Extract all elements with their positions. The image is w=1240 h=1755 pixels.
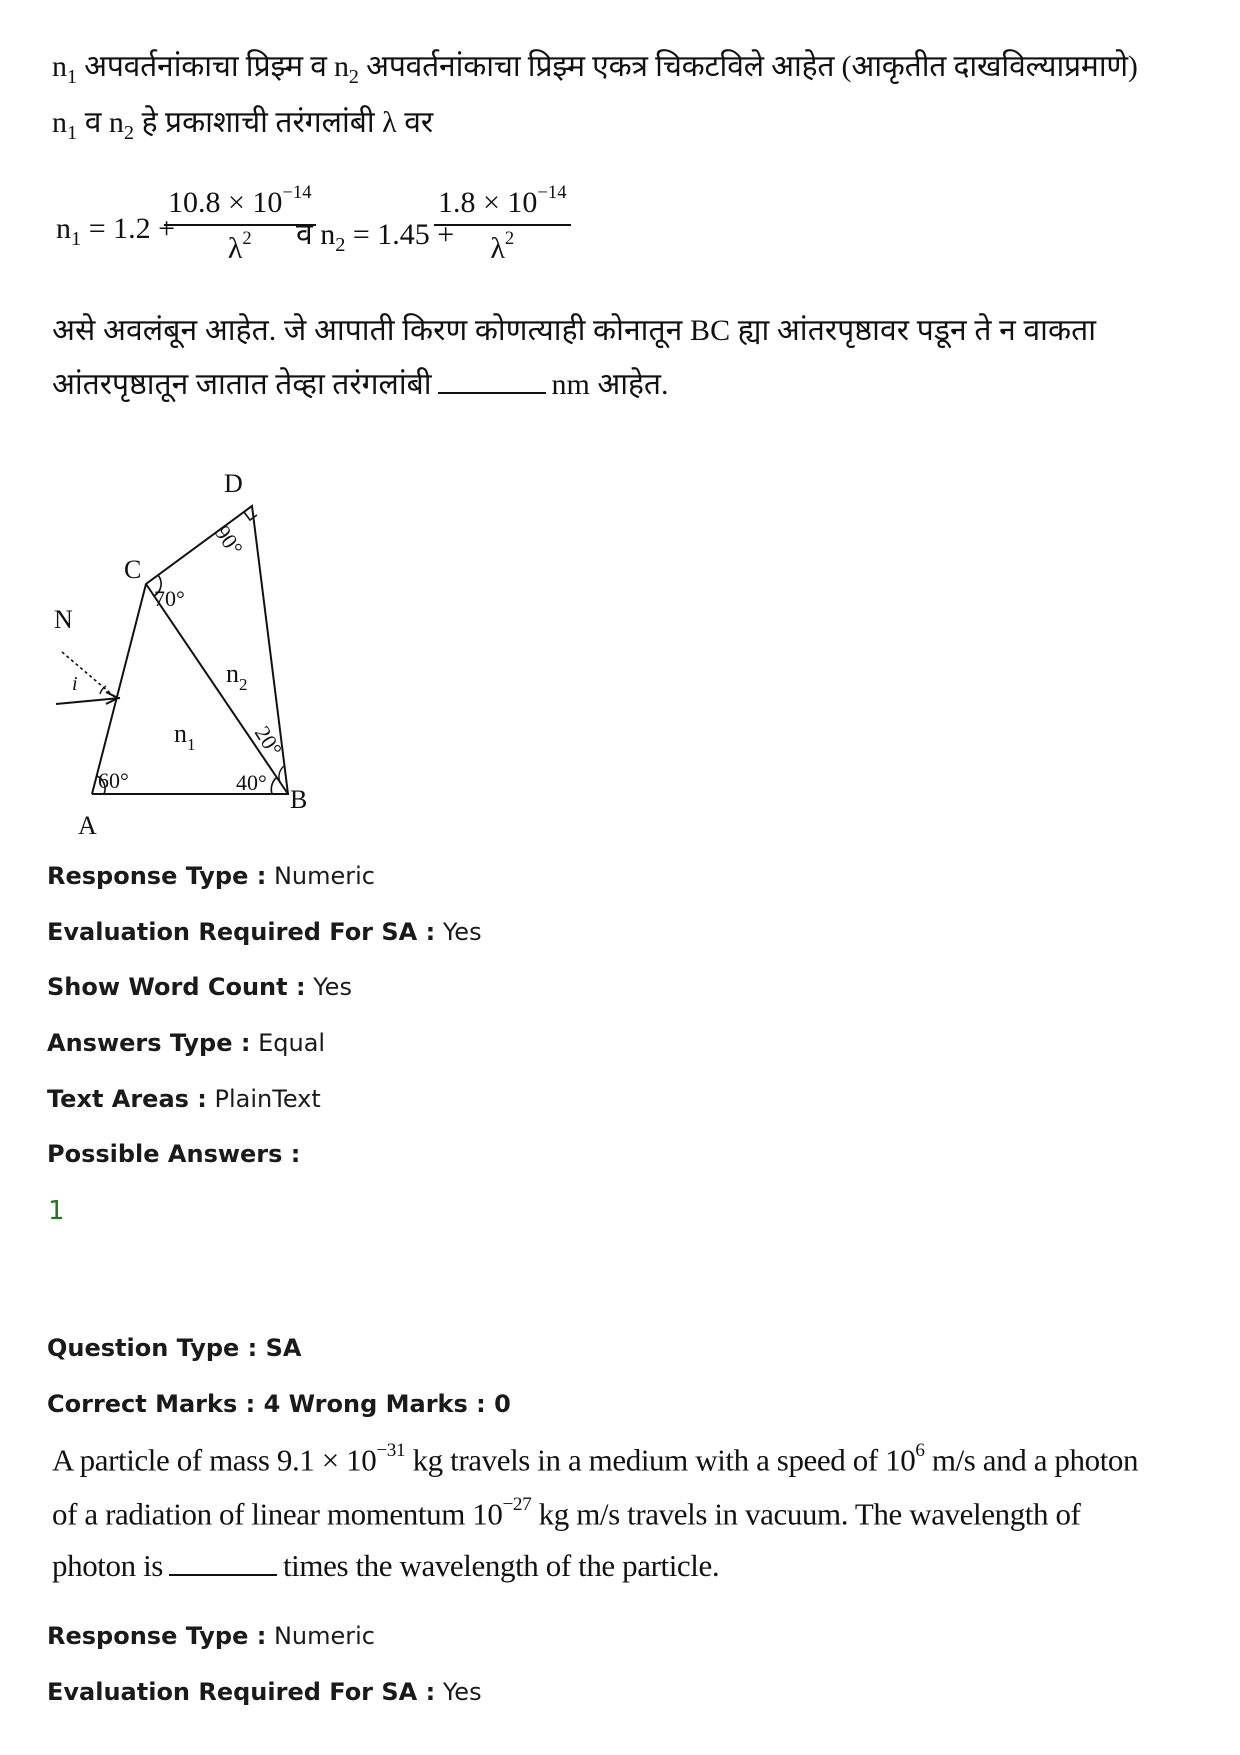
q1-text-line-1: $n_1$ अपवर्तनांकाचा प्रिझ्म व $n_2$ अपवर्तनांकाचा प्रिझ्म एकत्र चिकटविले आहेत (आकृतीत दाखविल्याप्रमाणे) xyxy=(52,50,1138,89)
meta-answers-type: Answers Type : Equal xyxy=(47,1029,326,1057)
q1-text-line-4: असे अवलंबून आहेत. जे आपाती किरण कोणत्याही कोनातून BC ह्या आंतरपृष्ठावर पडून ते न वाकता xyxy=(52,314,1097,347)
prism-diagram xyxy=(50,462,350,842)
label-n: N xyxy=(54,605,73,634)
fraction-2: $1.8 \times 10^{-14}$ $\lambda^2$ xyxy=(434,182,571,266)
q2-meta-response-type: Response Type : Numeric xyxy=(47,1622,375,1650)
angle-70: 70° xyxy=(154,586,185,611)
q1-text-line-5: आंतरपृष्ठातून जातात तेव्हा तरंगलांबी nm आहेत. xyxy=(52,368,669,401)
answer-blank xyxy=(438,386,546,394)
label-d: D xyxy=(224,469,243,498)
meta-text-areas: Text Areas : PlainText xyxy=(47,1085,321,1113)
angle-90: 90° xyxy=(209,520,249,561)
region-n1: $n_1$ xyxy=(174,719,196,754)
normal-line xyxy=(62,652,116,698)
possible-answer-value: 1 xyxy=(48,1196,65,1226)
label-b: B xyxy=(290,785,308,814)
marks: Correct Marks : 4 Wrong Marks : 0 xyxy=(47,1390,511,1418)
meta-evaluation-required: Evaluation Required For SA : Yes xyxy=(47,918,482,946)
meta-response-type: Response Type : Numeric xyxy=(47,862,375,890)
q1-text-line-2: $n_1$ व $n_2$ हे प्रकाशाची तरंगलांबी λ वर xyxy=(52,106,434,145)
arc-b xyxy=(271,778,276,794)
label-i: i xyxy=(72,673,78,695)
arc-20 xyxy=(279,766,284,782)
meta-possible-answers: Possible Answers : xyxy=(47,1140,301,1168)
angle-40: 40° xyxy=(236,770,267,795)
question-type: Question Type : SA xyxy=(47,1334,302,1362)
q2-answer-blank xyxy=(169,1568,277,1576)
meta-show-word-count: Show Word Count : Yes xyxy=(47,973,352,1001)
region-n2: $n_2$ xyxy=(226,659,248,694)
fraction-1: $10.8 \times 10^{-14}$ $\lambda^2$ xyxy=(164,182,316,266)
angle-60: 60° xyxy=(98,768,129,793)
label-c: C xyxy=(124,555,142,584)
question-page: $n_1$ अपवर्तनांकाचा प्रिझ्म व $n_2$ अपवर्तनांकाचा प्रिझ्म एकत्र चिकटविले आहेत (आकृतीत दाखविल्याप्रमाणे) $n_1$ व $n_2$ हे प्रकाशाची तरंगलांबी λ वर $n_1 = 1.2$ + $10.8 \times 10^{-14}$ $\lambda^2$ व $n_2 = 1.45$ + $1.8 \times 10^{-14}$ $\lambda^2$ असे अवलंबून आहेत. जे आपाती किरण कोणत्याही कोनातून BC ह्या आंतरपृष्ठावर पडून ते न वाकता आंतरपृष्ठातून जातात तेव्हा तरंगलांबी nm आहेत. D C N A B i 90° 70° 20° 60° 40° $n_2$ $n_1$ Response Type : Numeric Evaluation Required For SA : Yes Show Word Count : Yes Answers Type : Equal Text Areas : PlainText Possible Answers : 1 Question Type : SA Correct Marks : 4 Wrong Marks : 0 A particle of mass $9.1 \times 10^{-31}$ kg travels in a medium with a speed of $10^6$ m/s and a photon of a radiation of linear momentum $10^{-27}$ kg m/s travels in vacuum. The wavelength of photon is times the wavelength of the particle. Response Type : Numeric Evaluation Required For SA : Yes xyxy=(0,0,1240,1755)
interface-bc xyxy=(146,584,288,794)
q2-meta-evaluation-required: Evaluation Required For SA : Yes xyxy=(47,1678,482,1706)
q2-text-line-1: A particle of mass $9.1 \times 10^{-31}$ kg travels in a medium with a speed of $10^6$ m/s and a photon xyxy=(52,1440,1139,1478)
q2-text-line-3: photon is times the wavelength of the particle. xyxy=(52,1548,720,1583)
q2-text-line-2: of a radiation of linear momentum $10^{-27}$ kg m/s travels in vacuum. The wavelength of xyxy=(52,1494,1081,1532)
angle-20: 20° xyxy=(249,721,288,761)
right-angle-d xyxy=(244,512,257,520)
label-a: A xyxy=(78,811,97,840)
